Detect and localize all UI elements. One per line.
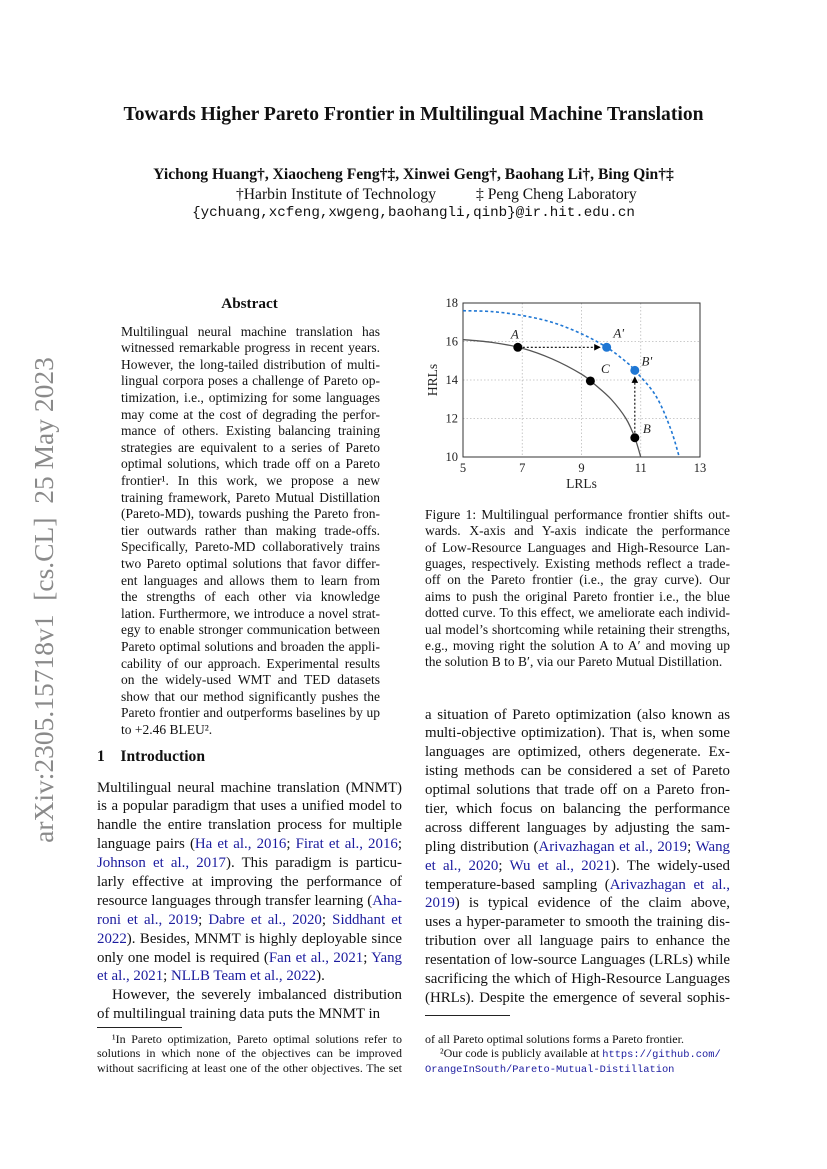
text-line: 2022). Besides, MNMT is highly deployable since	[97, 930, 402, 947]
paper-title: Towards Higher Pareto Frontier in Multilingual Machine Translation	[123, 104, 704, 125]
text-line: may come at the cost of degrading the perfor-	[121, 406, 380, 422]
text-line: et al., 2020; Wu et al., 2021). The widely-used	[425, 857, 730, 874]
text-line: resentation of low-source Languages (LRLs) while	[425, 952, 730, 969]
text-line: Multilingual neural machine translation (MNMT)	[97, 779, 402, 796]
text-line: sacrificing the which of High-Resource Languages	[425, 970, 730, 987]
text-line: temperature-based sampling (Arivazhagan et al.,	[425, 876, 730, 893]
text-line: 2019) is typical evidence of the claim above,	[425, 895, 730, 912]
text-line: isting methods can be considered a set of Pareto	[425, 763, 730, 780]
citation-link[interactable]: 2019	[425, 895, 455, 912]
point-label-a: A	[510, 326, 519, 342]
text-line: multi-objective optimization). That is, when some	[425, 725, 730, 742]
x-tick-label: 7	[519, 461, 526, 475]
citation-link[interactable]: roni et al., 2019	[97, 911, 199, 928]
point-b	[630, 433, 639, 442]
text-line: of multilingual training data puts the MNMT in	[97, 1006, 381, 1023]
original-frontier-curve	[463, 340, 641, 457]
text-line: optimal solutions that trade off on a Pareto fron-	[425, 782, 730, 799]
footnote-1-continued: of all Pareto optimal solutions forms a Pareto frontier.	[425, 1032, 684, 1046]
footnote-2-link-line	[425, 1061, 730, 1075]
y-tick-label: 16	[445, 334, 458, 349]
point-label-b: B	[642, 420, 651, 436]
text-line: training framework, Pareto Mutual Distillation	[121, 489, 380, 505]
author-emails: {ychuang,xcfeng,xwgeng,baohangli,qinb}@ir.hit.edu.cn	[192, 205, 635, 221]
text-line: aims to push the original Pareto frontier i.e., the blue	[425, 588, 730, 604]
citation-link[interactable]: Dabre et al., 2020	[208, 911, 322, 928]
text-line: (HRLs). Despite the emergence of several sophis-	[425, 989, 730, 1006]
text-line: Figure 1: Multilingual performance frontier shifts out-	[425, 506, 730, 522]
citation-link[interactable]: Firat et al., 2016	[295, 836, 398, 853]
abstract-text	[121, 324, 380, 739]
text-line: dotted curve. To this effect, we ameliorate each individ-	[425, 605, 730, 621]
figure-1-chart	[420, 290, 730, 495]
citation-link[interactable]: Wu et al., 2021	[509, 857, 612, 874]
x-tick-label: 5	[459, 461, 467, 475]
footnote-right	[425, 1032, 730, 1075]
point-label-c: C	[601, 360, 610, 376]
text-line: off on the Pareto frontier (i.e., the gray curve). Our	[425, 572, 730, 588]
code-link-continued[interactable]: OrangeInSouth/Pareto-Mutual-Distillation	[425, 1063, 675, 1076]
text-line: across different languages by adjusting the sam-	[425, 819, 730, 836]
point-label-a-prime: A'	[613, 325, 625, 341]
footnote-1	[97, 1032, 402, 1075]
text-line: resource languages through transfer learning (Aha-	[97, 892, 402, 909]
abstract-heading: Abstract	[221, 295, 278, 312]
text-line: handle the entire translation process for multiple	[97, 817, 402, 834]
point-a-prime	[602, 343, 611, 352]
y-tick-label: 12	[445, 411, 458, 426]
text-line: without sacrificing at least one of the other objectives. The set	[97, 1060, 402, 1075]
footnote-2	[425, 1046, 730, 1060]
arxiv-identifier: arXiv:2305.15718v1 [cs.CL] 25 May 2023	[28, 357, 59, 843]
text-line: is a popular paradigm that uses a unified model to	[97, 798, 402, 815]
citation-link[interactable]: Arivazhagan et al.,	[609, 876, 730, 893]
text-line: lingual corpora poses a challenge of Pareto op-	[121, 373, 380, 389]
x-axis-label: LRLs	[566, 476, 597, 491]
text-line: the solution B to B′, via our Pareto Mutual Distillation.	[425, 654, 723, 670]
text-line: et al., 2021; NLLB Team et al., 2022).	[97, 968, 325, 985]
point-b-prime	[630, 366, 639, 375]
citation-link[interactable]: Johnson et al., 2017	[97, 855, 227, 872]
text-line: wards. X-axis and Y-axis indicate the performance	[425, 523, 730, 539]
text-line: the strengths of each other via knowledge	[121, 589, 380, 605]
point-label-b-prime: B'	[641, 353, 653, 369]
text-line: strategies are equivalent to a series of Pareto	[121, 439, 380, 455]
text-line: of Low-Resource Languages and High-Resource Lan-	[425, 539, 730, 555]
text-line: mance of others. Existing balancing training	[121, 423, 380, 439]
text-line: two Pareto optimal solutions that favor differ-	[121, 556, 380, 571]
citation-link[interactable]: Yang	[371, 949, 402, 966]
citation-link[interactable]: Wang	[695, 838, 730, 855]
introduction-left-column	[97, 779, 402, 1025]
text-line: However, the long-tailed distribution of multi-	[121, 356, 380, 372]
point-c	[586, 376, 595, 385]
text-line: Pareto frontier and outperforms baselines by up	[121, 705, 380, 721]
text-line: uses a hyper-parameter to smooth the training dis-	[425, 914, 730, 931]
y-tick-label: 10	[445, 450, 458, 464]
text-line: languages are optimized, others degenerate. Ex-	[425, 744, 730, 761]
text-line: Multilingual neural machine translation has	[121, 323, 380, 339]
text-line: However, the severely imbalanced distribution	[112, 987, 402, 1004]
text-line: Specifically, Pareto-MD collaboratively trains	[121, 539, 380, 555]
text-line: lation. Furthermore, we introduce a novel strat-	[121, 605, 380, 621]
text-line: Pareto optimal solutions and broaden the appli-	[121, 638, 380, 654]
introduction-heading: 1 Introduction	[97, 748, 206, 765]
x-tick-label: 11	[634, 461, 647, 475]
x-tick-label: 13	[693, 461, 707, 475]
text-line: tier outwards rather than making trade-offs.	[121, 522, 380, 538]
citation-link[interactable]: Fan et al., 2021	[268, 949, 364, 966]
citation-link[interactable]: Siddhant et	[332, 911, 402, 928]
text-line: timization, i.e., optimizing for some languages	[121, 390, 380, 406]
text-line: tier, which focus on balancing the performance	[425, 800, 730, 817]
text-line: witnessed remarkable progress in recent years.	[121, 340, 380, 356]
text-line: frontier¹. In this work, we propose a new	[121, 473, 380, 489]
text-line: egy to enable stronger communication between	[121, 622, 380, 638]
citation-link[interactable]: et al., 2021	[97, 968, 164, 985]
text-line: on the widely-used WMT and TED datasets	[121, 672, 380, 688]
text-line: language pairs (Ha et al., 2016; Firat et al., 2016;	[97, 836, 402, 853]
text-line: ¹In Pareto optimization, Pareto optimal solutions refer to	[112, 1032, 402, 1046]
footnote-rule-right	[425, 1015, 510, 1016]
author-list: Yichong Huang†, Xiaocheng Feng†‡, Xinwei Geng†, Baohang Li†, Bing Qin†‡	[153, 166, 674, 183]
affiliation-harbin: †Harbin Institute of Technology	[236, 186, 436, 203]
text-line: tribution over all language pairs to enhance the	[425, 933, 730, 950]
footnote-2-text: ²Our code is publicly available at	[440, 1046, 603, 1061]
x-tick-label: 9	[578, 461, 585, 475]
text-line: larly effective at improving the performance of	[97, 873, 402, 890]
text-line: a situation of Pareto optimization (also known as	[425, 706, 730, 723]
text-line: to +2.46 BLEU².	[121, 721, 213, 737]
citation-link[interactable]: et al., 2020	[425, 857, 499, 874]
text-line: pling distribution (Arivazhagan et al., 2019; Wang	[425, 838, 730, 855]
text-line: ent languages and allows them to learn from	[121, 572, 380, 588]
y-tick-label: 18	[445, 296, 458, 310]
text-line: roni et al., 2019; Dabre et al., 2020; Siddhant et	[97, 911, 402, 930]
text-line: (Pareto-MD), towards pushing the Pareto fron-	[121, 506, 380, 522]
citation-link[interactable]: NLLB Team et al., 2022	[171, 968, 317, 985]
citation-link[interactable]: Aha-	[372, 892, 402, 909]
affiliation-pengcheng: ‡ Peng Cheng Laboratory	[476, 186, 637, 203]
text-line: e.g., moving right the solution A to A′ and moving up	[425, 637, 730, 653]
figure-1-caption	[425, 507, 730, 671]
text-line: guages, respectively. Existing methods reflect a trade-	[425, 555, 730, 571]
text-line: Johnson et al., 2017). This paradigm is particu-	[97, 855, 402, 872]
point-a	[513, 343, 522, 352]
text-line: cability of our approach. Experimental results	[121, 655, 380, 671]
footnote-rule-left	[97, 1027, 182, 1028]
text-line: ual model’s shortcoming while retaining their strengths,	[425, 621, 730, 637]
citation-link[interactable]: 2022	[97, 930, 127, 947]
y-tick-label: 14	[445, 373, 458, 387]
text-line: solutions in which none of the objectives can be improved	[97, 1046, 402, 1061]
citation-link[interactable]: Ha et al., 2016	[194, 836, 287, 853]
introduction-right-column	[425, 706, 730, 1008]
citation-link[interactable]: Arivazhagan et al., 2019	[538, 838, 688, 855]
text-line: show that our method significantly pushes the	[121, 688, 380, 704]
text-line: optimal solutions, which trade off on a Pareto	[121, 456, 380, 472]
text-line: only one model is required (Fan et al., 2021; Yang	[97, 949, 402, 966]
y-axis-label: HRLs	[425, 363, 440, 397]
code-link[interactable]: https://github.com/	[602, 1049, 721, 1062]
